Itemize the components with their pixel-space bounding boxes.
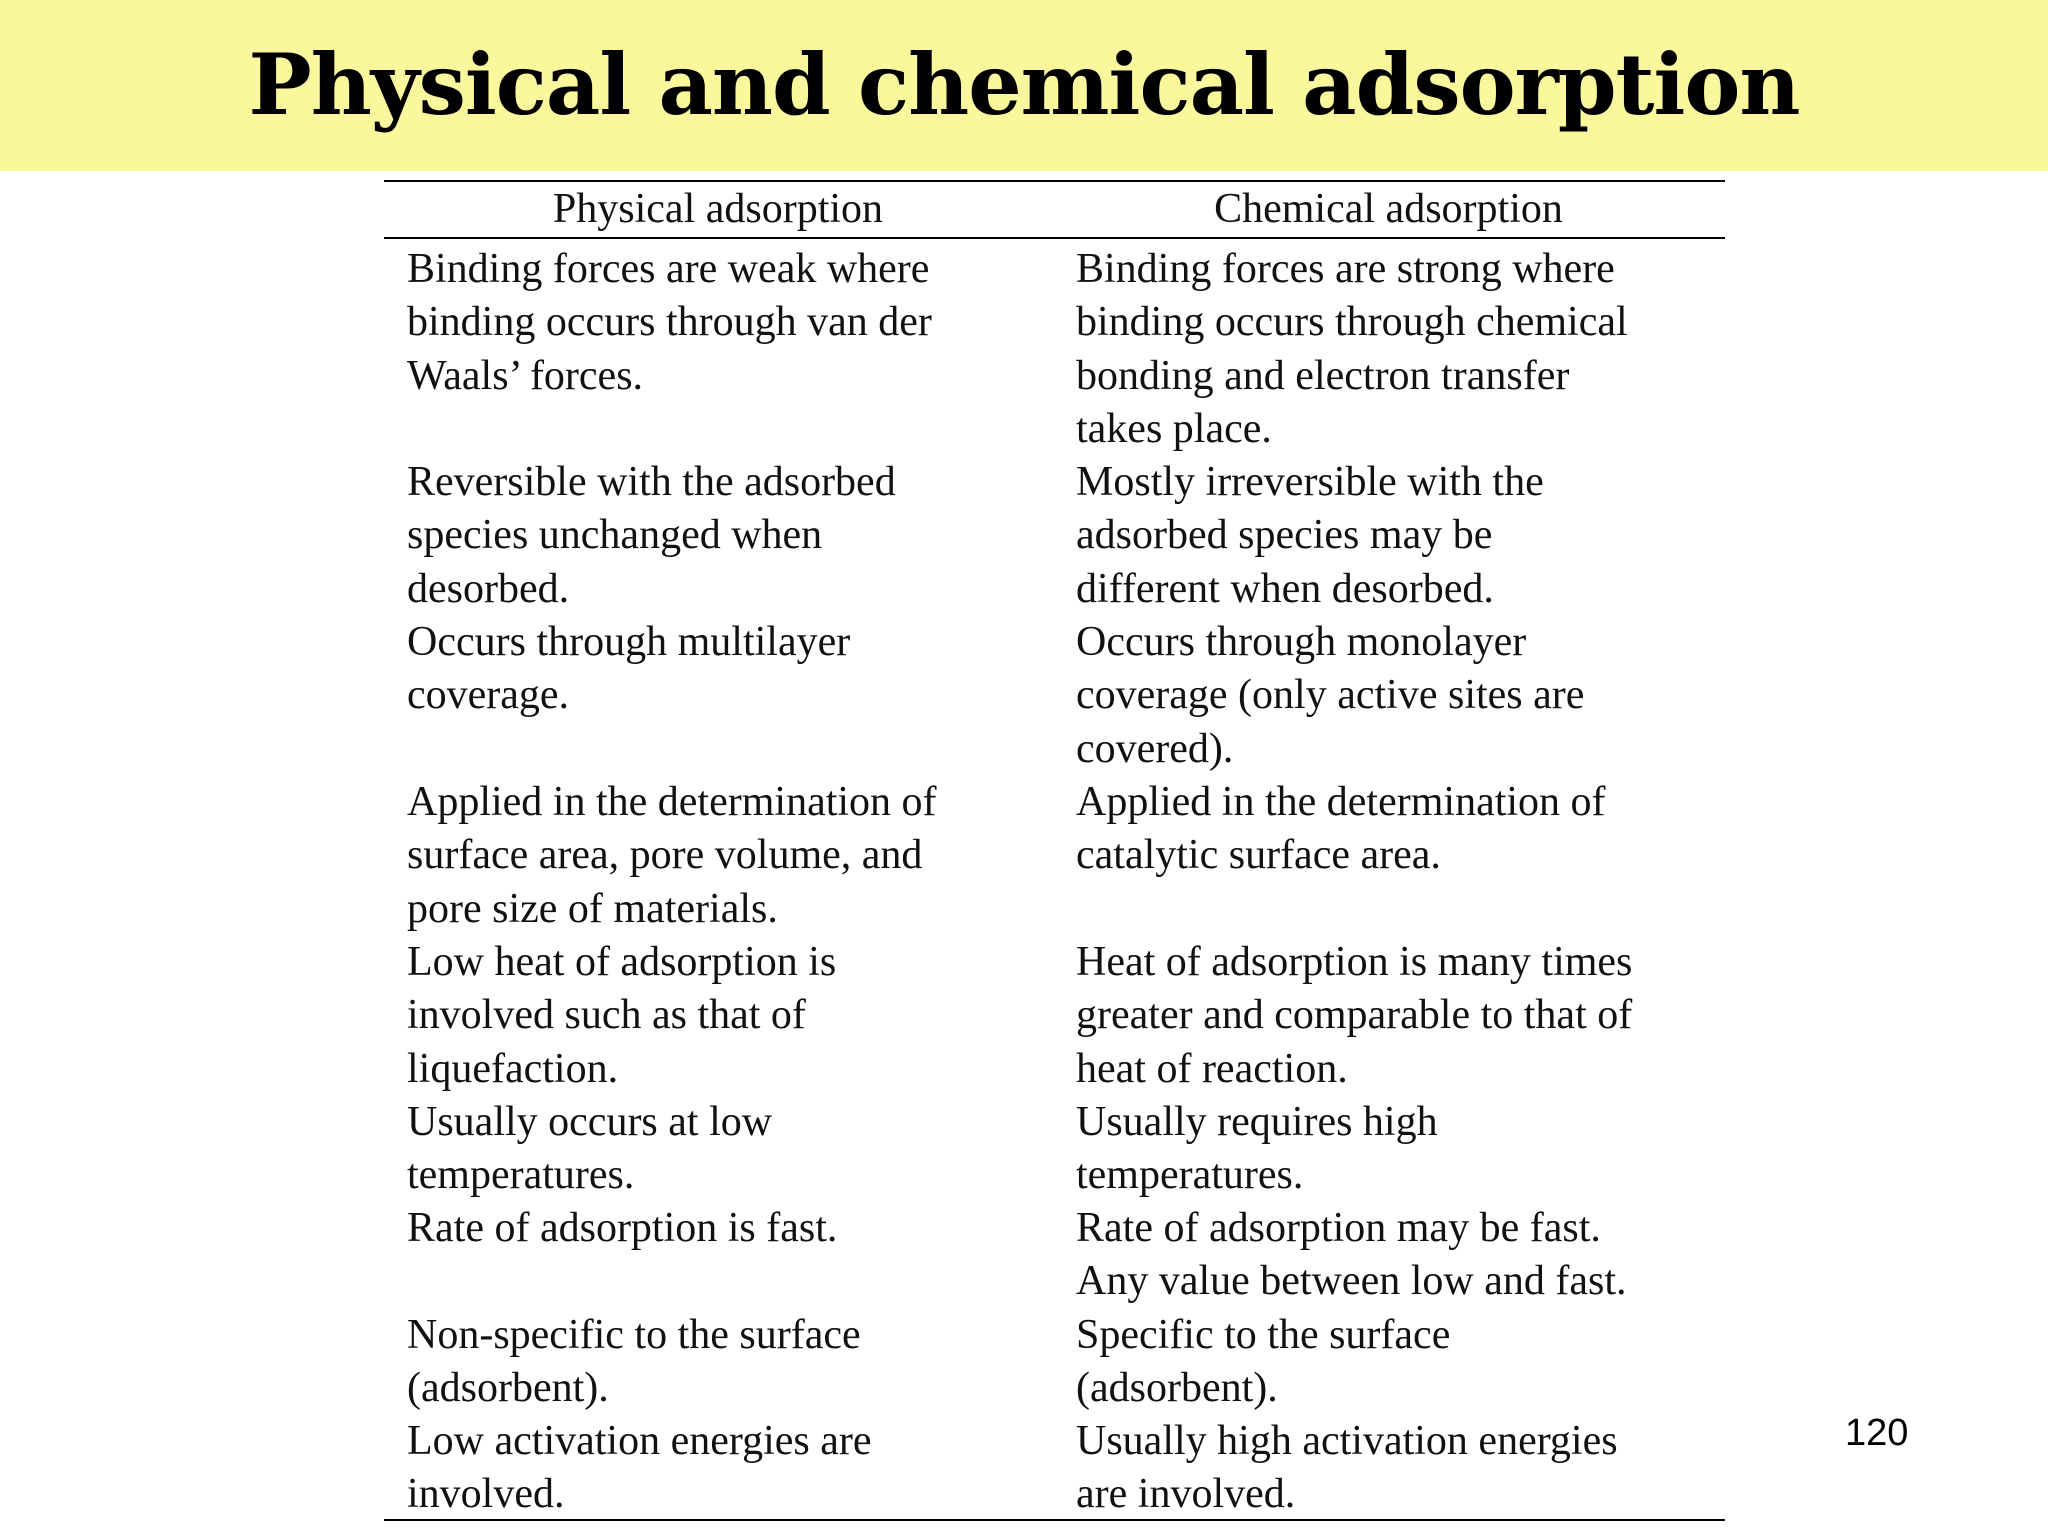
chemical-cell-binding-forces: Binding forces are strong where binding occurs through chemical bonding and electron transfer takes place. xyxy=(1076,246,1628,452)
physical-cell-activation-energy: Low activation energies are involved. xyxy=(407,1418,872,1518)
physical-cell-specificity: Non-specific to the surface (adsorbent). xyxy=(407,1312,861,1412)
physical-cell-rate: Rate of adsorption is fast. xyxy=(407,1205,838,1251)
header-physical-adsorption: Physical adsorption xyxy=(552,186,884,232)
physical-cell-temperature: Usually occurs at low temperatures. xyxy=(407,1099,773,1199)
physical-cell-heat-of-adsorption: Low heat of adsorption is involved such as that of liquefaction. xyxy=(407,939,837,1092)
table-top-rule xyxy=(384,180,1725,182)
physical-cell-binding-forces: Binding forces are weak where binding occurs through van der Waals’ forces. xyxy=(407,246,932,399)
chemical-cell-application: Applied in the determination of catalytic surface area. xyxy=(1076,779,1606,879)
chemical-cell-heat-of-adsorption: Heat of adsorption is many times greater and comparable to that of heat of reaction. xyxy=(1076,939,1633,1092)
physical-cell-coverage: Occurs through multilayer coverage. xyxy=(407,619,851,719)
physical-cell-application: Applied in the determination of surface area, pore volume, and pore size of materials. xyxy=(407,779,937,932)
chemical-cell-activation-energy: Usually high activation energies are involved. xyxy=(1076,1418,1618,1518)
chemical-cell-coverage: Occurs through monolayer coverage (only active sites are covered). xyxy=(1076,619,1585,772)
slide-title: Physical and chemical adsorption xyxy=(248,35,1800,134)
chemical-cell-rate: Rate of adsorption may be fast. Any value between low and fast. xyxy=(1076,1205,1627,1305)
chemical-cell-reversibility: Mostly irreversible with the adsorbed species may be different when desorbed. xyxy=(1076,459,1544,612)
table-header-rule xyxy=(384,237,1725,239)
header-chemical-adsorption: Chemical adsorption xyxy=(1214,186,1563,232)
page-number: 120 xyxy=(1845,1412,1909,1454)
title-band xyxy=(0,0,2048,171)
chemical-cell-specificity: Specific to the surface (adsorbent). xyxy=(1076,1312,1451,1412)
physical-cell-reversibility: Reversible with the adsorbed species unchanged when desorbed. xyxy=(407,459,896,612)
table-bottom-rule xyxy=(384,1519,1725,1521)
chemical-cell-temperature: Usually requires high temperatures. xyxy=(1076,1099,1438,1199)
